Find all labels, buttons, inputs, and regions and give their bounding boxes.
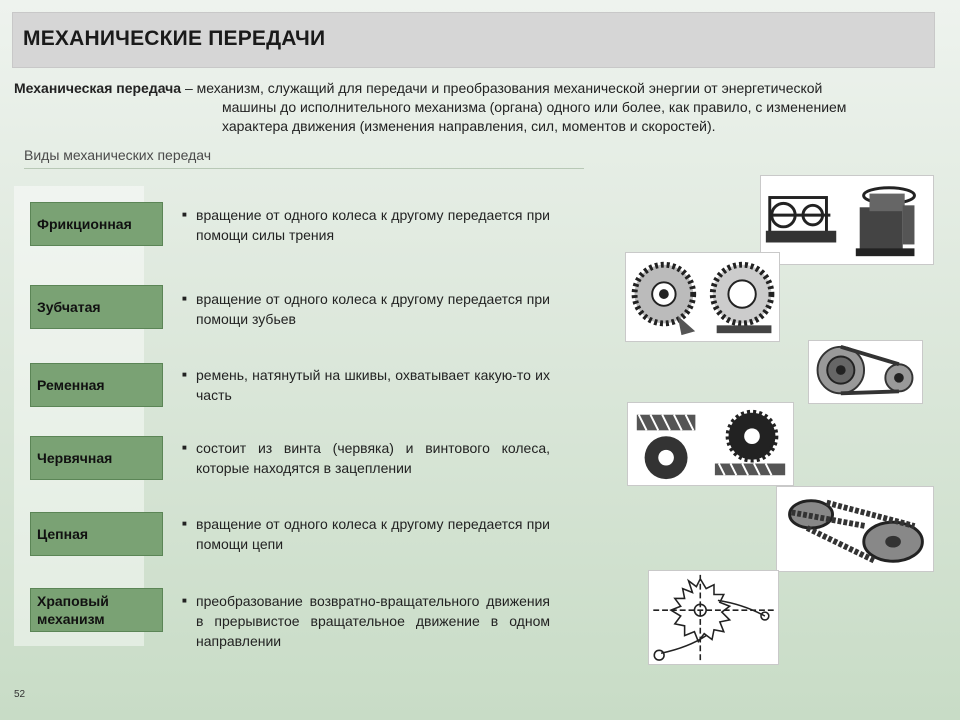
type-gear[interactable]: Зубчатая — [30, 285, 163, 329]
definition-line-2: машины до исполнительного механизма (органа) одного или более, как правило, с изменением — [222, 99, 847, 115]
definition-line-3: характера движения (изменения направления, сил, моментов и скоростей). — [222, 118, 716, 134]
belt-drive-icon — [808, 340, 923, 404]
square-bullet-icon: ■ — [182, 370, 187, 379]
chain-drive-icon — [776, 486, 934, 572]
desc-ratchet — [182, 591, 550, 651]
worm-drive-icon — [627, 402, 794, 486]
desc-text: вращение от одного колеса к другому передается при помощи силы трения — [196, 207, 550, 243]
type-worm[interactable]: Червячная — [30, 436, 163, 480]
definition — [14, 79, 949, 136]
desc-text: вращение от одного колеса к другому передается при помощи цепи — [196, 516, 550, 552]
type-ratchet[interactable]: Храповый механизм — [30, 588, 163, 632]
page-title: МЕХАНИЧЕСКИЕ ПЕРЕДАЧИ — [23, 27, 326, 50]
desc-text: вращение от одного колеса к другому передается при помощи зубьев — [196, 291, 550, 327]
square-bullet-icon: ■ — [182, 596, 187, 605]
square-bullet-icon: ■ — [182, 519, 187, 528]
type-chain[interactable]: Цепная — [30, 512, 163, 556]
desc-friction — [182, 205, 550, 245]
definition-line-1: – механизм, служащий для передачи и преобразования механической энергии от энергетической — [181, 80, 823, 96]
type-friction[interactable]: Фрикционная — [30, 202, 163, 246]
desc-chain — [182, 514, 550, 554]
desc-gear — [182, 289, 550, 329]
desc-belt — [182, 365, 550, 405]
desc-worm — [182, 438, 550, 478]
square-bullet-icon: ■ — [182, 210, 187, 219]
gear-drive-icon — [625, 252, 780, 342]
friction-drive-icon — [760, 175, 934, 265]
desc-text: состоит из винта (червяка) и винтового колеса, которые находятся в зацеплении — [196, 440, 550, 476]
definition-term: Механическая передача — [14, 80, 182, 96]
desc-text: ремень, натянутый на шкивы, охватывает какую-то их часть — [196, 367, 550, 403]
types-panel — [14, 186, 144, 646]
square-bullet-icon: ■ — [182, 443, 187, 452]
type-belt[interactable]: Ременная — [30, 363, 163, 407]
section-title: Виды механических передач — [24, 147, 584, 169]
title-bar — [12, 12, 935, 68]
square-bullet-icon: ■ — [182, 294, 187, 303]
page-number: 52 — [14, 689, 26, 700]
ratchet-mechanism-icon — [648, 570, 779, 665]
desc-text: преобразование возвратно-вращательного движения в прерывистое вращательное движение в одном направлении — [196, 593, 550, 649]
